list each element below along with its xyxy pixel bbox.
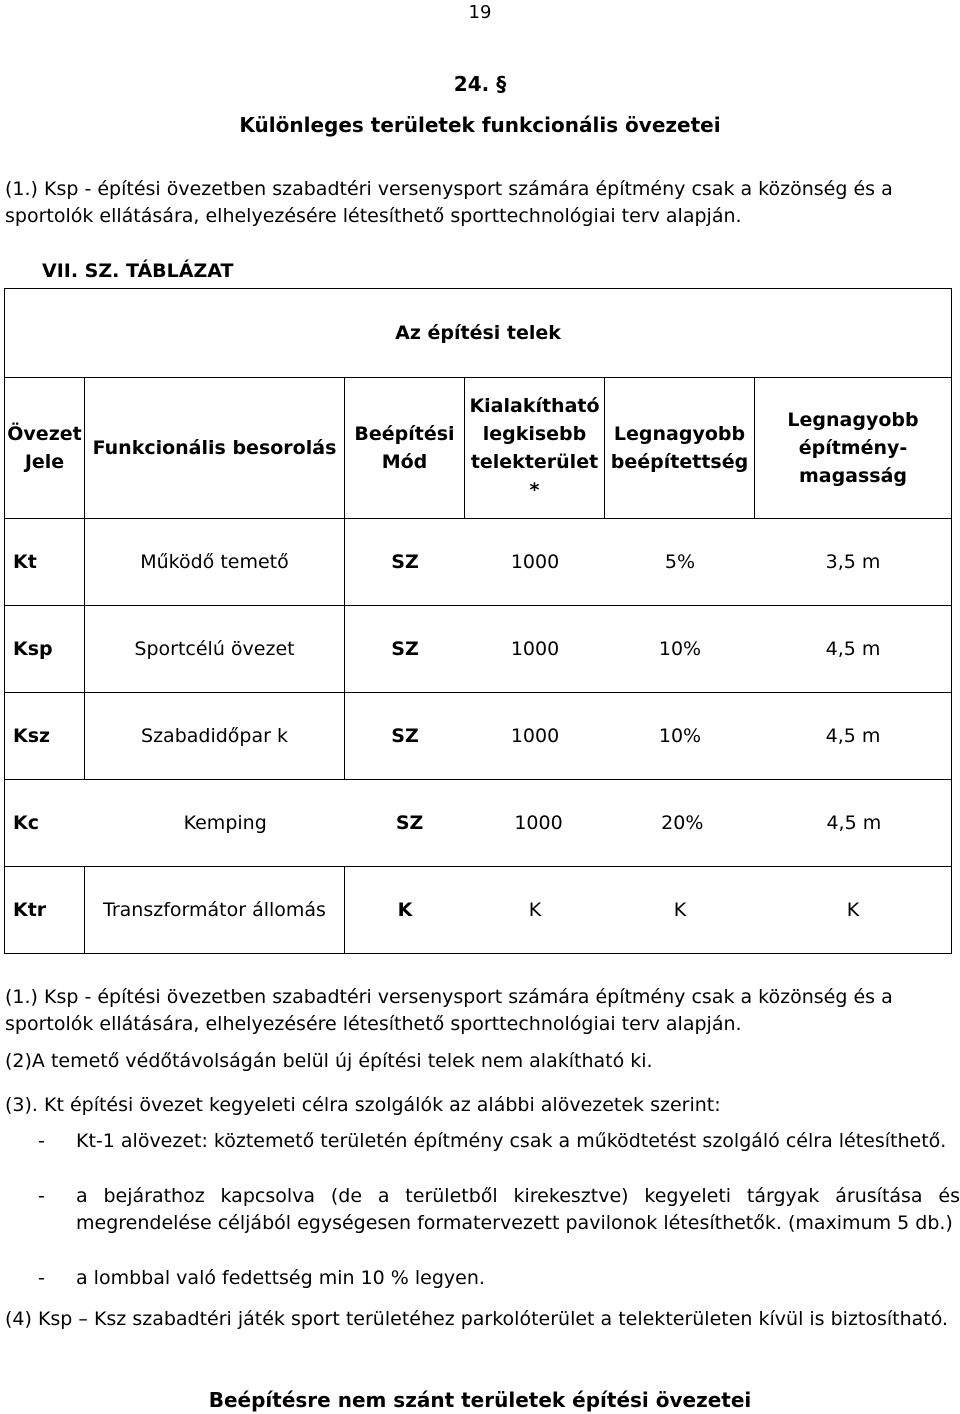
row-height: K: [846, 899, 860, 921]
section-number: 24. §: [453, 72, 507, 96]
row-mode: SZ: [391, 638, 419, 660]
row-function: Kemping: [183, 812, 267, 834]
row-function: Sportcélú övezet: [85, 606, 345, 693]
row-function: Transzformátor állomás: [85, 867, 345, 954]
row-values: [345, 867, 952, 954]
row-height: 4,5 m: [825, 725, 881, 747]
row-values: [5, 780, 952, 867]
row-height: 4,5 m: [826, 812, 882, 834]
row-values: [345, 519, 952, 606]
row-height: 3,5 m: [825, 551, 881, 573]
header-min-area: Kialakítható legkisebb telekterület *: [465, 378, 605, 519]
intro-paragraph: (1.) Ksp - építési övezetben szabadtéri versenysport számára építmény csak a közönség és a sportolók ellátására, elhelyezésére létesíthető sporttechnológiai terv alapján.: [5, 178, 893, 227]
row-values: [345, 693, 952, 780]
table-row: [5, 519, 952, 606]
paragraph-1: (1.) Ksp - építési övezetben szabadtéri versenysport számára építmény csak a közönség és a sportolók ellátására, elhelyezésére létesíthető sporttechnológiai terv alapján.: [5, 986, 893, 1035]
row-area: 1000: [510, 551, 560, 573]
table-row: [5, 606, 952, 693]
page-number: 19: [468, 2, 492, 23]
row-coverage: 10%: [658, 725, 702, 747]
header-max-height: Legnagyobb építmény-magasság: [755, 378, 952, 519]
table-label: VII. SZ. TÁBLÁZAT: [42, 260, 234, 282]
header-function: Funkcionális besorolás: [85, 378, 345, 519]
table-row: [5, 780, 952, 867]
row-code: Kt: [5, 519, 85, 606]
row-area: 1000: [510, 725, 560, 747]
row-code: Ksz: [5, 693, 85, 780]
row-coverage: 20%: [661, 812, 704, 834]
row-area: K: [528, 899, 542, 921]
paragraph-2: (2)A temető védőtávolságán belül új építési telek nem alakítható ki.: [5, 1050, 653, 1072]
row-mode: SZ: [395, 812, 424, 834]
row-function: Működő temető: [85, 519, 345, 606]
paragraph-4: (4) Ksp – Ksz szabadtéri játék sport területéhez parkolóterület a telekterületen kívül is biztosítható.: [5, 1308, 949, 1330]
section-title: Különleges területek funkcionális övezetei: [239, 113, 721, 137]
row-height: 4,5 m: [825, 638, 881, 660]
row-coverage: 5%: [664, 551, 696, 573]
header-max-coverage: Legnagyobb beépítettség: [605, 378, 755, 519]
row-mode: SZ: [391, 551, 419, 573]
row-mode: SZ: [391, 725, 419, 747]
row-code: Ktr: [5, 867, 85, 954]
paragraph-3: (3). Kt építési övezet kegyeleti célra szolgálók az alábbi alövezetek szerint:: [5, 1094, 721, 1116]
row-coverage: K: [673, 899, 687, 921]
table-row: [5, 867, 952, 954]
row-function: Szabadidőpar k: [85, 693, 345, 780]
row-coverage: 10%: [658, 638, 702, 660]
row-area: 1000: [510, 638, 560, 660]
list-item: - Kt-1 alövezet: köztemető területén építmény csak a működtetést szolgáló célra létesíthető.: [38, 1130, 947, 1152]
table-row: [5, 693, 952, 780]
zoning-table: [4, 288, 952, 954]
list-item: - a lombbal való fedettség min 10 % legyen.: [38, 1267, 485, 1289]
header-mode: Beépítési Mód: [345, 378, 465, 519]
row-values: [345, 606, 952, 693]
footer-title: Beépítésre nem szánt területek építési övezetei: [208, 1388, 752, 1412]
list-item: - a bejárathoz kapcsolva (de a területből kirekesztve) kegyeleti tárgyak árusítása és megrendelése céljából egységesen formatervezett pavilonok létesíthetők. (maximum 5 db.): [38, 1185, 960, 1234]
row-code: Ksp: [5, 606, 85, 693]
table-group-header: Az építési telek: [5, 289, 952, 378]
row-mode: K: [397, 899, 413, 921]
header-zone-code: Övezet Jele: [5, 378, 85, 519]
row-code: Kc: [13, 812, 39, 834]
row-area: 1000: [514, 812, 563, 834]
